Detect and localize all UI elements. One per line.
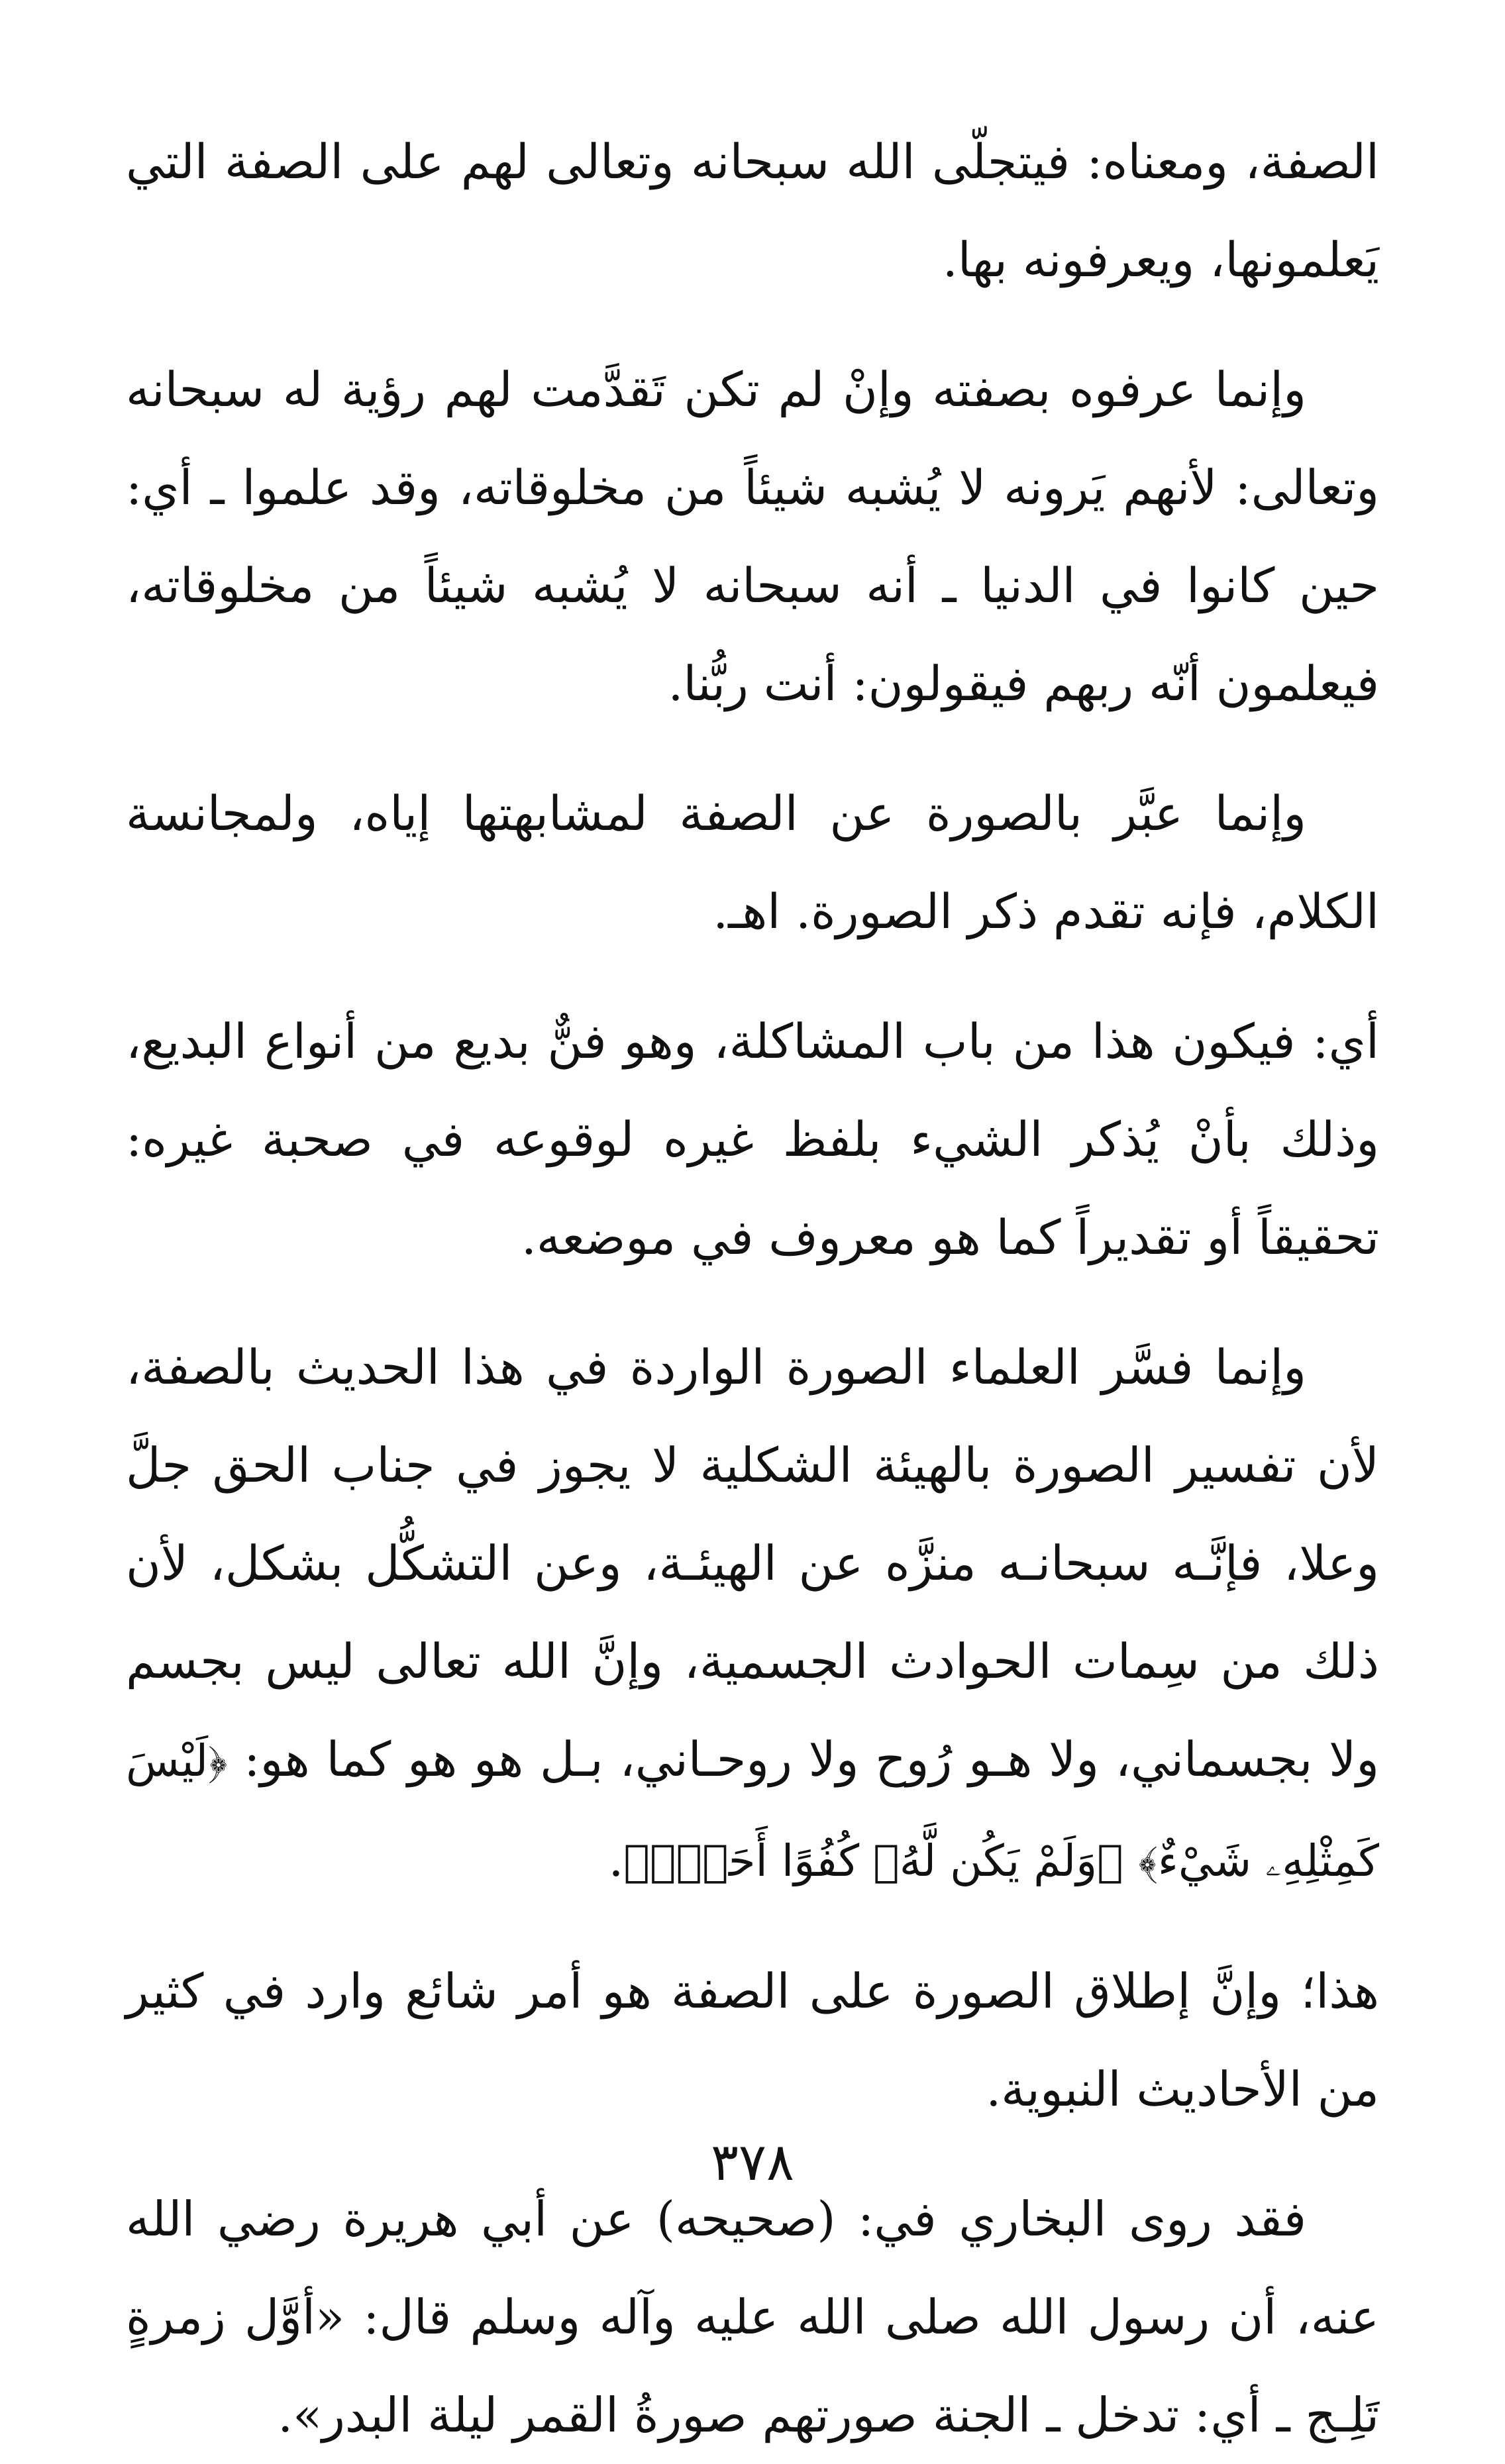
page-number: ٣٧٨ [711, 2133, 794, 2192]
paragraph-6: هذا؛ وإنَّ إطلاق الصورة على الصفة هو أمر شائع وارد في كثير من الأحاديث النبوية. [126, 1963, 1379, 2117]
quran-verse-2: ﴿وَلَمْ يَكُن لَّهُۥ كُفُوًا أَحَدٌۢ﴾ [623, 1835, 1123, 1886]
paragraph-1: الصفة، ومعناه: فيتجلّى الله سبحانه وتعالى لهم على الصفة التي يَعلمونها، ويعرفونه بها. [126, 134, 1379, 287]
paragraph-2: وإنما عرفوه بصفته وإنْ لم تكن تَقدَّمت لهم رؤية له سبحانه وتعالى: لأنهم يَرونه لا يُشبه شيئاً من مخلوقاته، وقد علموا ـ أي: حين كانوا في الدنيا ـ أنه سبحانه لا يُشبه شيئاً من مخلوقاته، فيعلمون أنّه ربهم فيقولون: أنت ربُّنا. [126, 362, 1379, 711]
paragraph-3: وإنما عبَّر بالصورة عن الصفة لمشابهتها إياه، ولمجانسة الكلام، فإنه تقدم ذكر الصورة. اهـ. [126, 786, 1379, 939]
paragraph-7: فقد روى البخاري في: (صحيحه) عن أبي هريرة رضي الله عنه، أن رسول الله صلى الله عليه وآله وسلم قال: «أوَّل زمرةٍ تَلِـج ـ أي: تدخل ـ الجنة صورتهم صورةُ القمر ليلة البدر». [126, 2191, 1379, 2443]
quran-verse-1: ﴿لَيْسَ كَمِثْلِهِۦ شَيْءٌ﴾ [126, 1735, 1379, 1886]
paragraph-5 [126, 1318, 1379, 1910]
page-body [126, 113, 1379, 2443]
paragraph-5-end: . [608, 1831, 624, 1887]
paragraph-5-text: وإنما فسَّر العلماء الصورة الواردة في هذا الحديث بالصفة، لأن تفسير الصورة بالهيئة الشكلية لا يجوز في جناب الحق جلَّ وعلا، فإنَّـه سبحانـه منزَّه عن الهيئـة، وعن التشكُّل بشكل، لأن ذلك من سِمات الحوادث الجسمية، وإنَّ الله تعالى ليس بجسم ولا بجسماني، ولا هـو رُوح ولا روحـاني، بـل هو هو كما هو: [126, 1339, 1379, 1787]
paragraph-4: أي: فيكون هذا من باب المشاكلة، وهو فنٌّ بديع من أنواع البديع، وذلك بأنْ يُذكر الشيء بلفظ غيره لوقوعه في صحبة غيره: تحقيقاً أو تقديراً كما هو معروف في موضعه. [126, 1013, 1379, 1265]
